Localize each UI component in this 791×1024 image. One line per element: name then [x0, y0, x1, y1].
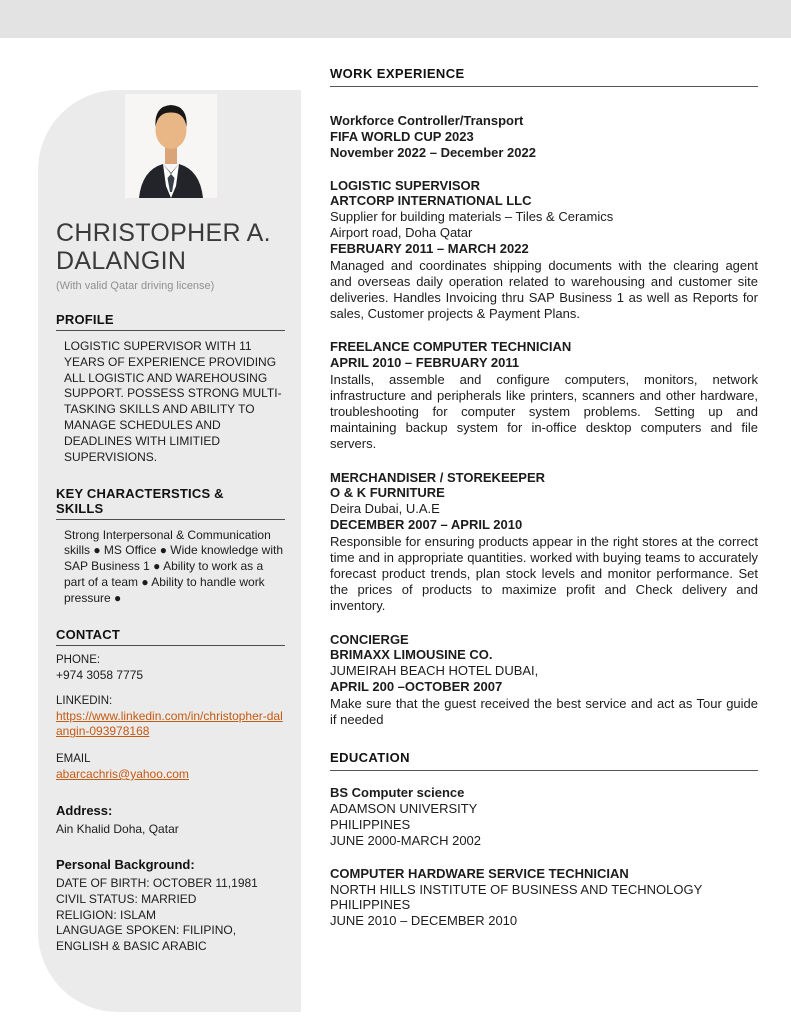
top-band-decoration	[0, 0, 791, 38]
job-entry	[330, 470, 758, 615]
education-location: PHILIPPINES	[330, 816, 411, 832]
work-experience-section	[330, 66, 758, 728]
main-column	[330, 66, 758, 929]
job-description: Installs, assemble and configure computers, monitors, network infrastructure and peripherals like printers, scanners and other hardware, troubleshooting for computer system problems. Setting up and maintaining backup system for in-office desktop computers and file servers.	[330, 372, 758, 452]
job-dates: APRIL 200 –OCTOBER 2007	[330, 679, 503, 695]
job-entry	[330, 113, 758, 161]
job-title: LOGISTIC SUPERVISOR	[330, 177, 481, 193]
job-dates: November 2022 – December 2022	[330, 144, 536, 160]
address-heading: Address:	[56, 802, 113, 818]
candidate-name-line1: CHRISTOPHER A.	[56, 219, 271, 247]
job-dates: FEBRUARY 2011 – MARCH 2022	[330, 241, 529, 257]
job-dates: DECEMBER 2007 – APRIL 2010	[330, 517, 523, 533]
job-company: ARTCORP INTERNATIONAL LLC	[330, 193, 532, 209]
skills-text: Strong Interpersonal & Communication skills ● MS Office ● Wide knowledge with SAP Business 1 ● Ability to work as a part of a team ● Ability to handle work pressure ●	[64, 527, 284, 605]
sidebar	[38, 90, 301, 1012]
education-school: NORTH HILLS INSTITUTE OF BUSINESS AND TECHNOLOGY PHILIPPINES	[330, 881, 703, 913]
education-dates: JUNE 2000-MARCH 2002	[330, 832, 482, 848]
work-experience-heading: WORK EXPERIENCE	[330, 66, 758, 87]
candidate-name-line2: DALANGIN	[56, 246, 187, 275]
phone-label: PHONE:	[56, 653, 101, 666]
candidate-tagline: (With valid Qatar driving license)	[56, 280, 215, 292]
job-title: Workforce Controller/Transport	[330, 113, 524, 128]
profile-heading: PROFILE	[56, 312, 285, 331]
profile-text: LOGISTIC SUPERVISOR WITH 11 YEARS OF EXPERIENCE PROVIDING ALL LOGISTIC AND WAREHOUSING SUPPORT. POSSESS STRONG MULTI-TASKING SKILLS AND ABILITY TO MANAGE SCHEDULES AND DEADLINES WITH LIMITIED SUPERVISIONS.	[64, 339, 282, 464]
job-detail: Supplier for building materials – Tiles & Ceramics	[330, 209, 614, 225]
education-entry	[330, 866, 758, 929]
job-title: CONCIERGE	[330, 631, 409, 647]
job-company: O & K FURNITURE	[330, 485, 445, 501]
job-detail: Airport road, Doha Qatar	[330, 225, 473, 241]
job-entry	[330, 632, 758, 729]
profile-photo	[125, 94, 217, 198]
personal-line-religion: RELIGION: ISLAM	[56, 907, 157, 922]
job-description: Make sure that the guest received the best service and act as Tour guide if needed	[330, 696, 758, 728]
personal-background-heading: Personal Background:	[56, 857, 195, 873]
email-link[interactable]: abarcachris@yahoo.com	[56, 766, 189, 781]
education-heading: EDUCATION	[330, 750, 758, 771]
education-school: ADAMSON UNIVERSITY	[330, 801, 478, 817]
skills-heading: KEY CHARACTERSTICS & SKILLS	[56, 486, 285, 520]
personal-line-dob: DATE OF BIRTH: OCTOBER 11,1981	[56, 876, 258, 891]
job-description: Managed and coordinates shipping documents with the clearing agent and overseas daily operation related to warehousing and customer site deliveries. Handles Invoicing thru SAP Business 1 as well as Reports for sales, Customer projects & Payment Plans.	[330, 257, 758, 322]
job-title: FREELANCE COMPUTER TECHNICIAN	[330, 339, 572, 355]
contact-heading: CONTACT	[56, 627, 285, 646]
candidate-name	[56, 220, 285, 275]
education-section	[330, 750, 758, 929]
phone-value: +974 3058 7775	[56, 667, 144, 682]
job-title: MERCHANDISER / STOREKEEPER	[330, 469, 546, 485]
education-degree: COMPUTER HARDWARE SERVICE TECHNICIAN	[330, 865, 629, 881]
education-dates: JUNE 2010 – DECEMBER 2010	[330, 913, 518, 929]
email-label: EMAIL	[56, 752, 91, 765]
job-description: Responsible for ensuring products appear in the right stores at the correct time and in appropriate quantities. worked with buying teams to accurately forecast product trends, plan stock levels and monitor performance. Set the prices of products to maximize profit and Check delivery and inventory.	[330, 534, 758, 614]
job-company: BRIMAXX LIMOUSINE CO.	[330, 647, 493, 663]
job-entry	[330, 178, 758, 323]
job-detail: Deira Dubai, U.A.E	[330, 501, 440, 517]
address-value: Ain Khalid Doha, Qatar	[56, 821, 179, 836]
portrait-photo-icon	[125, 94, 217, 198]
personal-background-list	[56, 876, 285, 954]
personal-line-languages: LANGUAGE SPOKEN: FILIPINO, ENGLISH & BASIC ARABIC	[56, 923, 237, 953]
job-entry	[330, 339, 758, 452]
education-entry	[330, 785, 758, 848]
education-degree: BS Computer science	[330, 785, 465, 801]
job-detail: JUMEIRAH BEACH HOTEL DUBAI,	[330, 663, 539, 679]
job-dates: APRIL 2010 – FEBRUARY 2011	[330, 355, 520, 371]
job-company: FIFA WORLD CUP 2023	[330, 128, 474, 144]
linkedin-link[interactable]: https://www.linkedin.com/in/christopher-dalangin-093978168	[56, 708, 283, 739]
linkedin-label: LINKEDIN:	[56, 694, 113, 707]
personal-line-civil-status: CIVIL STATUS: MARRIED	[56, 891, 197, 906]
